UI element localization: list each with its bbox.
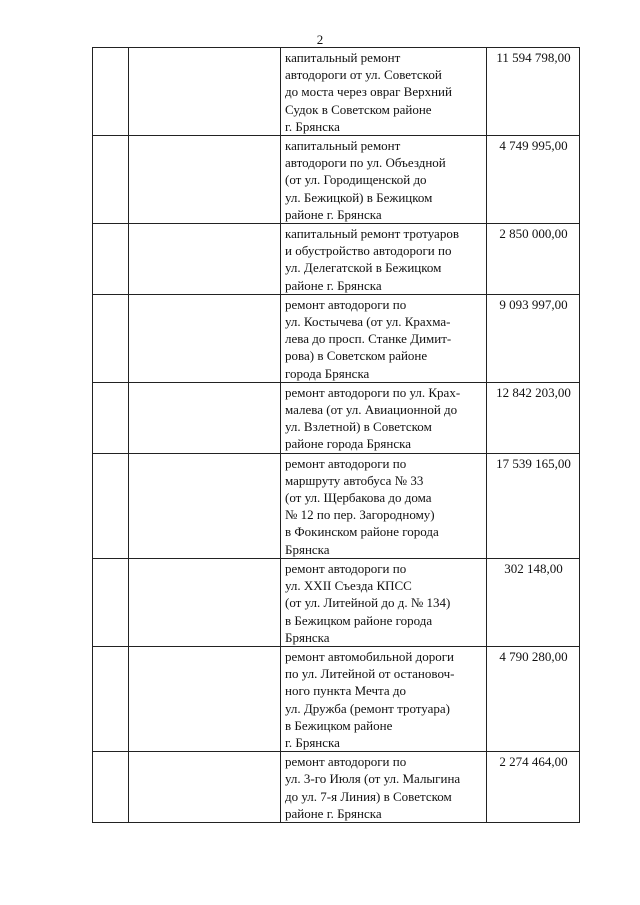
amount-cell: 9 093 997,00: [487, 294, 580, 382]
table-row: [93, 646, 580, 751]
description-line: ремонт автодороги по ул. Крах-: [285, 384, 461, 400]
table-row: [93, 224, 580, 295]
amount-cell: 12 842 203,00: [487, 382, 580, 453]
amount-cell: 17 539 165,00: [487, 453, 580, 558]
empty-category-cell: [129, 136, 281, 224]
empty-number-cell: [93, 48, 129, 136]
description-line: ремонт автодороги по: [285, 754, 407, 770]
description-line: малева (от ул. Авиационной до: [285, 402, 458, 418]
empty-category-cell: [129, 294, 281, 382]
description-line: Брянска: [285, 541, 330, 557]
empty-category-cell: [129, 382, 281, 453]
description-line: г. Брянска: [285, 118, 340, 134]
description-line: до моста через овраг Верхний: [285, 84, 452, 100]
amount-cell: 302 148,00: [487, 558, 580, 646]
description-line: ул. Взлетной) в Советском: [285, 419, 432, 435]
work-description-cell: [281, 453, 487, 558]
description-line: лева до просп. Станке Димит-: [285, 331, 452, 347]
page-number: 2: [316, 32, 324, 47]
table-row: [93, 382, 580, 453]
description-line: ремонт автодороги по: [285, 455, 407, 471]
description-line: и обустройство автодороги по: [285, 243, 452, 259]
table-row: [93, 136, 580, 224]
description-line: ремонт автомобильной дороги: [285, 648, 455, 664]
table-row: [93, 453, 580, 558]
description-line: ул. Костычева (от ул. Крахма-: [285, 314, 451, 330]
description-line: (от ул. Литейной до д. № 134): [285, 595, 451, 611]
work-description-cell: [281, 382, 487, 453]
empty-number-cell: [93, 294, 129, 382]
description-line: автодороги от ул. Советской: [285, 67, 442, 83]
empty-number-cell: [93, 558, 129, 646]
work-description-cell: [281, 224, 487, 295]
description-line: ремонт автодороги по: [285, 560, 407, 576]
description-line: г. Брянска: [285, 734, 340, 750]
description-line: в Бежицком районе города: [285, 612, 433, 628]
description-line: ного пункта Мечта до: [285, 683, 406, 699]
description-line: капитальный ремонт тротуаров: [285, 226, 459, 242]
amount-cell: 2 274 464,00: [487, 752, 580, 823]
description-line: по ул. Литейной от остановоч-: [285, 666, 455, 682]
description-line: города Брянска: [285, 365, 370, 381]
description-line: районе г. Брянска: [285, 277, 382, 293]
description-line: в Фокинском районе города: [285, 524, 439, 540]
description-line: капитальный ремонт: [285, 50, 401, 65]
description-line: маршруту автобуса № 33: [285, 472, 424, 488]
work-description-cell: [281, 646, 487, 751]
amount-cell: 4 790 280,00: [487, 646, 580, 751]
empty-category-cell: [129, 224, 281, 295]
description-line: Брянска: [285, 629, 330, 645]
empty-number-cell: [93, 646, 129, 751]
description-line: ремонт автодороги по: [285, 296, 407, 312]
table-row: [93, 752, 580, 823]
description-line: районе города Брянска: [285, 436, 412, 452]
empty-number-cell: [93, 752, 129, 823]
amount-cell: 2 850 000,00: [487, 224, 580, 295]
description-line: Судок в Советском районе: [285, 101, 432, 117]
description-line: ул. XXII Съезда КПСС: [285, 578, 412, 594]
description-line: (от ул. Щербакова до дома: [285, 490, 432, 506]
table-row: [93, 558, 580, 646]
description-line: районе г. Брянска: [285, 805, 382, 821]
empty-number-cell: [93, 136, 129, 224]
empty-category-cell: [129, 453, 281, 558]
road-repair-table: [92, 47, 580, 823]
description-line: ул. Делегатской в Бежицком: [285, 260, 442, 276]
description-line: автодороги по ул. Объездной: [285, 155, 446, 171]
description-line: ул. Бежицкой) в Бежицком: [285, 189, 433, 205]
description-line: (от ул. Городищенской до: [285, 172, 427, 188]
empty-number-cell: [93, 382, 129, 453]
work-description-cell: [281, 558, 487, 646]
table-body: [93, 48, 580, 823]
amount-cell: 11 594 798,00: [487, 48, 580, 136]
description-line: до ул. 7-я Линия) в Советском: [285, 788, 452, 804]
table-row: [93, 294, 580, 382]
work-description-cell: [281, 752, 487, 823]
description-line: № 12 по пер. Загородному): [285, 507, 435, 523]
table-row: [93, 48, 580, 136]
empty-number-cell: [93, 224, 129, 295]
empty-category-cell: [129, 752, 281, 823]
empty-category-cell: [129, 646, 281, 751]
description-line: ул. 3-го Июля (от ул. Малыгина: [285, 771, 461, 787]
empty-number-cell: [93, 453, 129, 558]
amount-cell: 4 749 995,00: [487, 136, 580, 224]
empty-category-cell: [129, 48, 281, 136]
description-line: в Бежицком районе: [285, 717, 393, 733]
empty-category-cell: [129, 558, 281, 646]
description-line: рова) в Советском районе: [285, 348, 428, 364]
work-description-cell: [281, 48, 487, 136]
description-line: ул. Дружба (ремонт тротуара): [285, 700, 450, 716]
work-description-cell: [281, 294, 487, 382]
description-line: районе г. Брянска: [285, 206, 382, 222]
description-line: капитальный ремонт: [285, 138, 401, 154]
work-description-cell: [281, 136, 487, 224]
